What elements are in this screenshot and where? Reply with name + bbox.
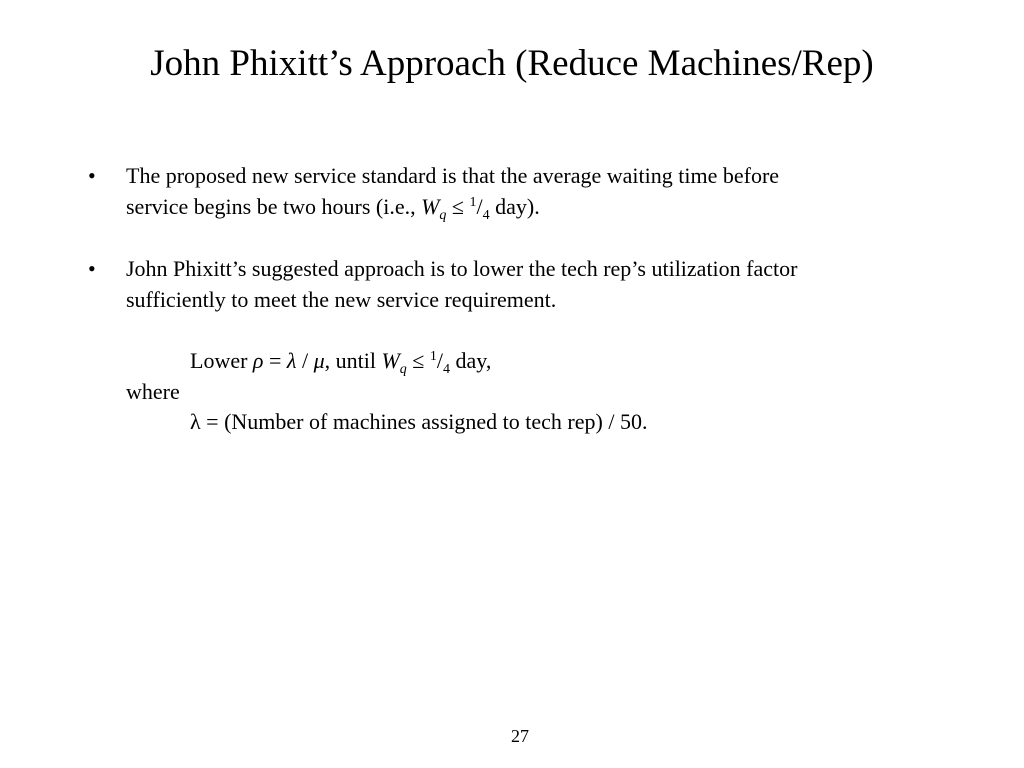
bullet-2-line-2: sufficiently to meet the new service requirement. [126, 287, 557, 312]
wq-symbol: W [421, 194, 440, 219]
wq-subscript: q [399, 362, 407, 377]
fraction-numerator: 1 [429, 349, 437, 364]
formula-day: day, [449, 348, 492, 373]
formula-until: , until [324, 348, 382, 373]
rho-symbol: ρ [252, 348, 264, 373]
lambda-symbol: λ [286, 348, 297, 373]
formula-divide: / [296, 348, 314, 373]
bullet-1-prefix: service begins be two hours (i.e., [126, 194, 422, 219]
leq-symbol: ≤ [446, 194, 470, 219]
fraction-slash: / [436, 348, 443, 373]
mu-symbol: μ [313, 348, 325, 373]
slide-title: John Phixitt’s Approach (Reduce Machines/Rep) [150, 43, 874, 84]
lambda-definition: λ = (Number of machines assigned to tech rep) / 50. [190, 409, 648, 434]
formula-equals: = [263, 348, 287, 373]
page-number: 27 [511, 726, 529, 746]
formula-line [190, 345, 491, 376]
bullet-1-line-2 [126, 191, 540, 222]
fraction-numerator: 1 [469, 195, 477, 210]
bullet-marker: • [88, 256, 96, 281]
bullet-marker: • [88, 163, 96, 188]
bullet-2-line-1: John Phixitt’s suggested approach is to lower the tech rep’s utilization factor [126, 256, 798, 281]
where-label: where [126, 379, 180, 404]
fraction-denominator: 4 [482, 208, 490, 223]
leq-symbol: ≤ [406, 348, 430, 373]
formula-lower: Lower [190, 348, 253, 373]
fraction-denominator: 4 [442, 362, 450, 377]
wq-subscript: q [439, 208, 447, 223]
fraction-slash: / [476, 194, 483, 219]
bullet-1-suffix: day). [489, 194, 540, 219]
bullet-1-line-1: The proposed new service standard is that the average waiting time before [126, 163, 780, 188]
wq-symbol: W [381, 348, 400, 373]
